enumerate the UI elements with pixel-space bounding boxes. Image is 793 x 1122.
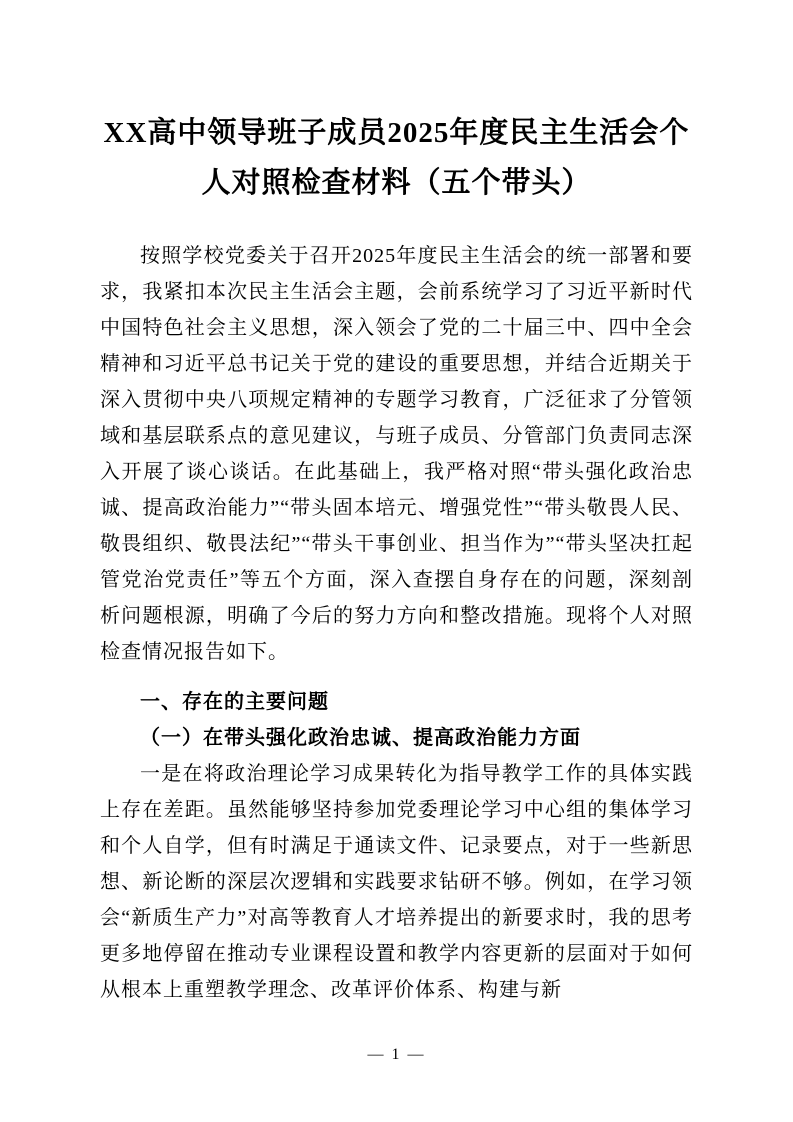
main-paragraph: 一是在将政治理论学习成果转化为指导教学工作的具体实践上存在差距。虽然能够坚持参加党委理论学习中心组的集体学习和个人自学，但有时满足于通读文件、记录要点，对于一些新思想、新论断的深层次逻辑和实践要求钻研不够。例如，在学习领会“新质生产力”对高等教育人才培养提出的新要求时，我的思考更多地停留在推动专业课程设置和教学内容更新的层面对于如何从根本上重塑教学理念、改革评价体系、构建与新	[100, 763, 693, 1001]
document-title: XX高中领导班子成员2025年度民主生活会个人对照检查材料（五个带头）	[103, 117, 690, 199]
page-number: — 1 —	[367, 1046, 426, 1063]
intro-paragraph: 按照学校党委关于召开2025年度民主生活会的统一部署和要求，我紧扣本次民主生活会主题，会前系统学习了习近平新时代中国特色社会主义思想，深入领会了党的二十届三中、四中全会精神和习近平总书记关于党的建设的重要思想，并结合近期关于深入贯彻中央八项规定精神的专题学习教育，广泛征求了分管领域和基层联系点的意见建议，与班子成员、分管部门负责同志深入开展了谈心谈话。在此基础上，我严格对照“带头强化政治忠诚、提高政治能力”“带头固本培元、增强党性”“带头敬畏人民、敬畏组织、敬畏法纪”“带头干事创业、担当作为”“带头坚决扛起管党治党责任”等五个方面，深入查摆自身存在的问题，深刻剖析问题根源，明确了今后的努力方向和整改措施。现将个人对照检查情况报告如下。	[100, 245, 693, 663]
subsection-heading: （一）在带头强化政治忠诚、提高政治能力方面	[140, 727, 581, 749]
document-content	[100, 108, 693, 1008]
section-heading: 一、存在的主要问题	[140, 691, 329, 713]
